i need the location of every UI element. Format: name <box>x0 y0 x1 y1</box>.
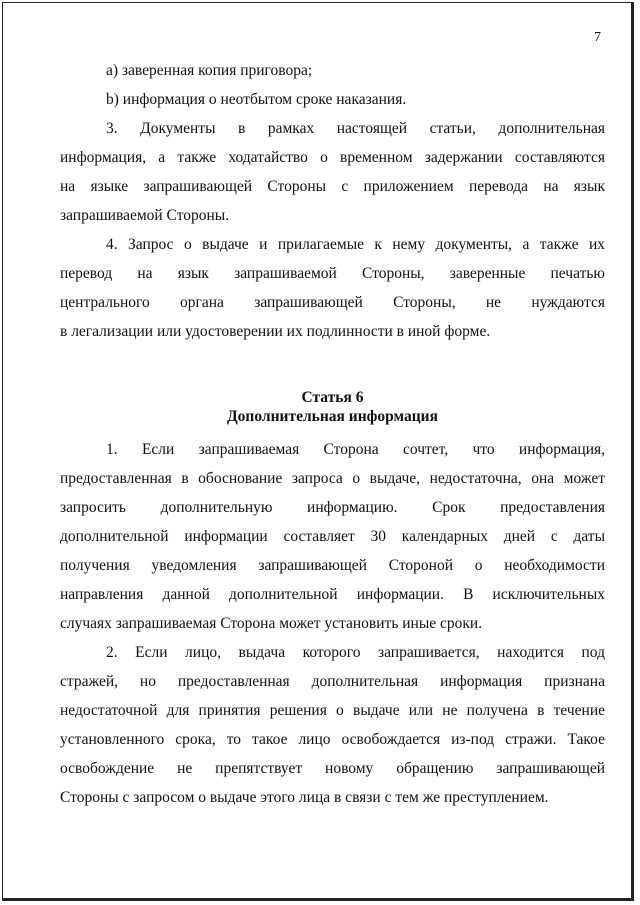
list-item-a: a) заверенная копия приговора; <box>106 62 313 79</box>
paragraph-line: установленного срока, то такое лицо освобождается из-под стражи. Такое <box>60 731 605 748</box>
paragraph-4 <box>60 230 605 346</box>
document-body <box>60 56 605 812</box>
paragraph-line: дополнительной информации составляет 30 календарных дней с даты <box>60 528 605 545</box>
paragraph-line: перевод на язык запрашиваемой Стороны, заверенные печатью <box>60 265 605 282</box>
paragraph-line: 2. Если лицо, выдача которого запрашивается, находится под <box>106 644 605 661</box>
article-heading <box>60 388 605 426</box>
paragraph-line: 1. Если запрашиваемая Сторона сочтет, что информация, <box>106 441 605 458</box>
paragraph-line: запрашиваемой Стороны. <box>60 207 230 224</box>
paragraph-line: направления данной дополнительной информации. В исключительных <box>60 586 605 603</box>
paragraph-line: информация, а также ходатайство о временном задержании составляются <box>60 149 605 166</box>
paragraph-line: предоставленная в обоснование запроса о выдаче, недостаточна, она может <box>60 470 605 487</box>
paragraph-line: получения уведомления запрашивающей Стороной о необходимости <box>60 557 605 574</box>
article-title: Дополнительная информация <box>227 408 438 425</box>
paragraph-3 <box>60 114 605 230</box>
article6-paragraph-1 <box>60 435 605 638</box>
paragraph-line: 3. Документы в рамках настоящей статьи, дополнительная <box>106 120 605 137</box>
article6-paragraph-2 <box>60 638 605 812</box>
article-number: Статья 6 <box>301 389 364 406</box>
paragraph-line: Стороны с запросом о выдаче этого лица в связи с тем же преступлением. <box>60 789 549 806</box>
paragraph-line: освобождение не препятствует новому обращению запрашивающей <box>60 760 605 777</box>
section-gap <box>60 346 605 388</box>
paragraph-line: центрального органа запрашивающей Стороны, не нуждаются <box>60 294 605 311</box>
paragraph-line: 4. Запрос о выдаче и прилагаемые к нему документы, а также их <box>106 236 605 253</box>
paragraph-line: на языке запрашивающей Стороны с приложением перевода на язык <box>60 178 605 195</box>
page-number: 7 <box>594 30 601 45</box>
paragraph-line: запросить дополнительную информацию. Срок предоставления <box>60 499 605 516</box>
paragraph-line: стражей, но предоставленная дополнительная информация признана <box>60 673 605 690</box>
paragraph-line: недостаточной для принятия решения о выдаче или не получена в течение <box>60 702 605 719</box>
paragraph-line: случаях запрашиваемая Сторона может установить иные сроки. <box>60 615 483 632</box>
paragraph-line: в легализации или удостоверении их подлинности в иной форме. <box>60 323 491 340</box>
list-item-b: b) информация о неотбытом сроке наказания. <box>106 91 407 108</box>
